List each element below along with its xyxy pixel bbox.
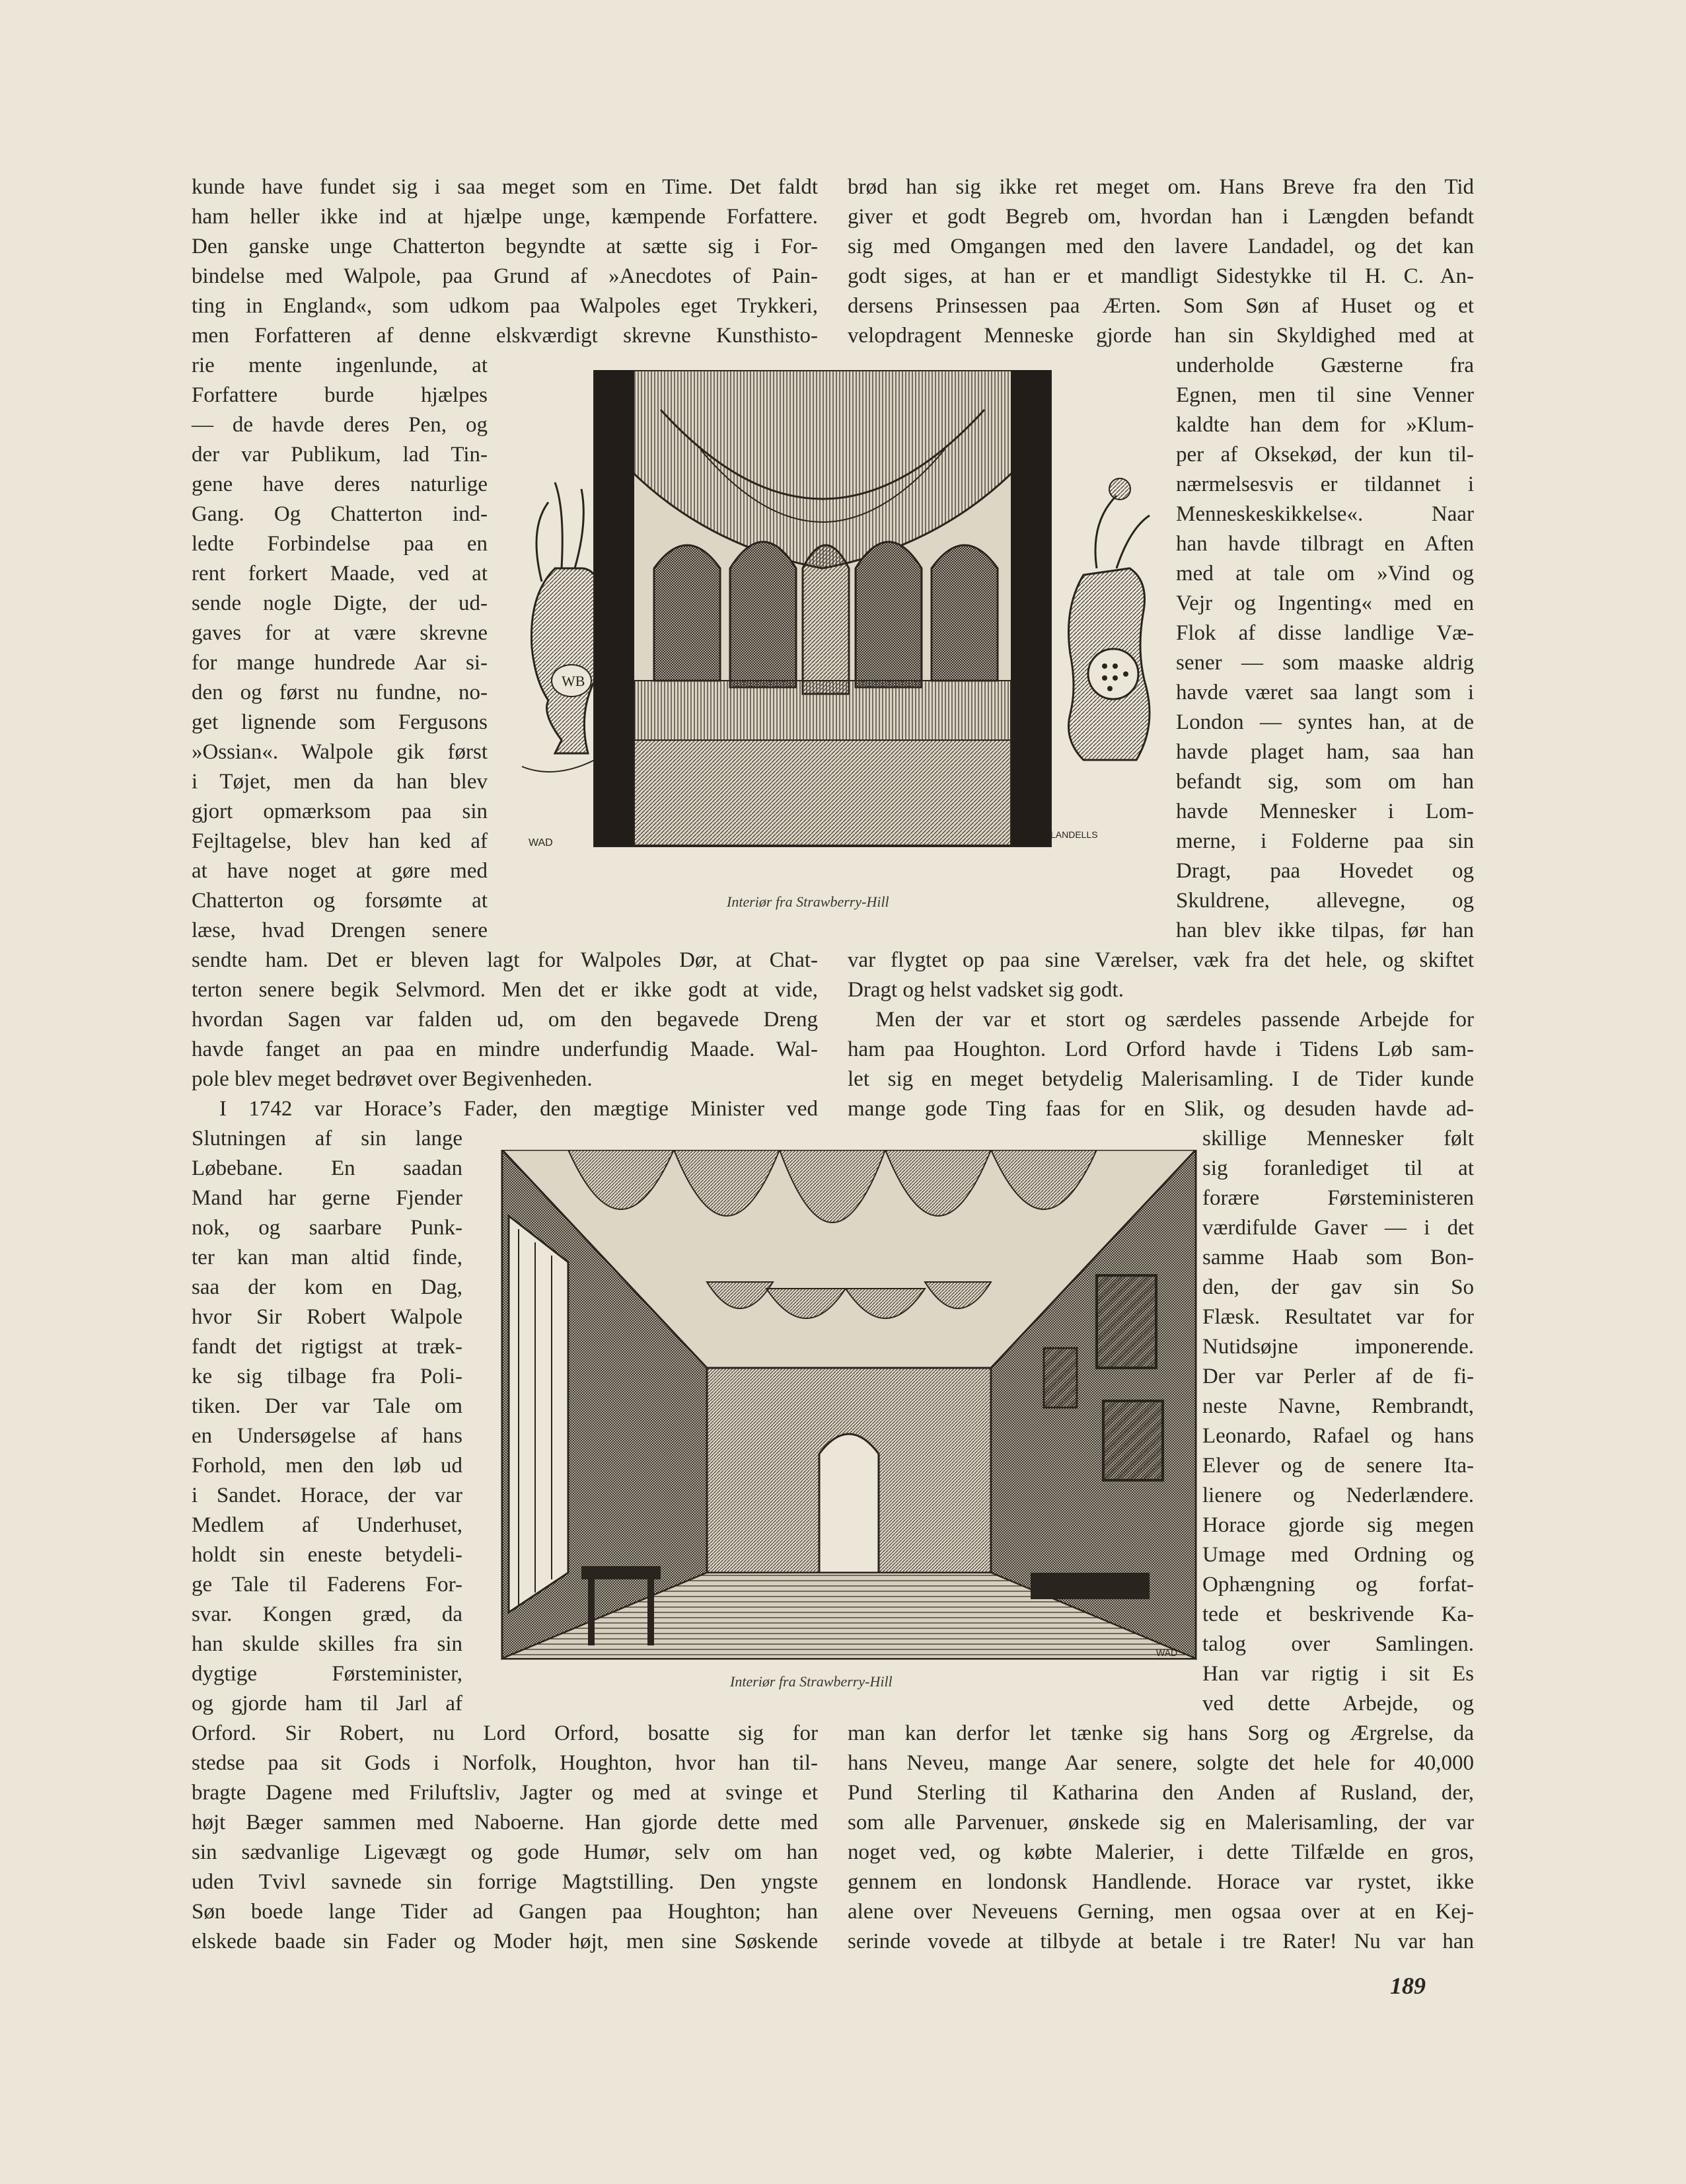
text-line: rent forkert Maade, ved at [192, 562, 488, 585]
text-line: Skuldrene, allevegne, og [1176, 889, 1474, 913]
text-line: underholde Gæsterne fra [1176, 354, 1474, 377]
text-line: Der var Perler af de fi- [1202, 1365, 1474, 1388]
left-column-middle [192, 946, 818, 1124]
text-line: for mange hundrede Aar si- [192, 651, 488, 675]
text-line: samme Haab som Bon- [1202, 1246, 1474, 1269]
text-line: velopdragent Menneske gjorde han sin Skyldighed med at [848, 324, 1474, 348]
text-line: kunde have fundet sig i saa meget som en Time. Det faldt [192, 175, 818, 199]
text-line: Umage med Ordning og [1202, 1543, 1474, 1567]
text-line: læse, hvad Drengen senere [192, 919, 488, 942]
engraving-strawberry-hill-room [502, 370, 1163, 892]
text-line: get lignende som Fergusons [192, 710, 488, 734]
text-line: gennem en londonsk Handlende. Horace var rystet, ikke [848, 1870, 1474, 1894]
text-line: kaldte han dem for »Klum- [1176, 413, 1474, 437]
text-line: ved dette Arbejde, og [1202, 1692, 1474, 1715]
right-column-middle [848, 946, 1474, 1124]
text-line: skillige Mennesker følt [1202, 1127, 1474, 1150]
text-line: Løbebane. En saadan [192, 1156, 462, 1180]
text-line: gjort opmærksom paa sin [192, 800, 488, 823]
text-line: han havde tilbragt en Aften [1176, 532, 1474, 556]
text-line: nok, og saarbare Punk- [192, 1216, 462, 1240]
engraver-signature-left: WAD [529, 837, 553, 848]
text-line: I 1742 var Horace’s Fader, den mægtige Minister ved [219, 1097, 818, 1121]
page-number: 189 [1390, 1973, 1426, 1999]
text-line: ge Tale til Faderens For- [192, 1573, 462, 1597]
text-line: gene have deres naturlige [192, 472, 488, 496]
text-line: den og først nu fundne, no- [192, 681, 488, 704]
text-line: Gang. Og Chatterton ind- [192, 502, 488, 526]
text-line: rie mente ingenlunde, at [192, 354, 488, 377]
text-line: Dragt og helst vadsket sig godt. [848, 978, 1124, 1002]
text-line: Ophængning og forfat- [1202, 1573, 1474, 1597]
text-line: holdt sin eneste betydeli- [192, 1543, 462, 1567]
text-line: dersens Prinsessen paa Ærten. Som Søn af Huset og et [848, 294, 1474, 318]
text-line: sig med Omgangen med den lavere Landadel, og det kan [848, 235, 1474, 258]
text-line: Men der var et stort og særdeles passende Arbejde for [875, 1008, 1474, 1032]
text-line: mange gode Ting faas for en Slik, og desuden havde ad- [848, 1097, 1474, 1121]
text-line: brød han sig ikke ret meget om. Hans Breve fra den Tid [848, 175, 1474, 199]
text-line: tiken. Der var Tale om [192, 1394, 462, 1418]
text-line: svar. Kongen græd, da [192, 1602, 462, 1626]
text-line: der var Publikum, lad Tin- [192, 443, 488, 467]
text-line: i Tøjet, men da han blev [192, 770, 488, 794]
text-line: Forfattere burde hjælpes [192, 383, 488, 407]
text-line: højt Bæger sammen med Naboerne. Han gjorde dette med [192, 1811, 818, 1834]
left-column-narrow-2 [192, 1124, 462, 1719]
text-line: sener — som maaske aldrig [1176, 651, 1474, 675]
text-line: stedse paa sit Gods i Norfolk, Houghton, hvor han til- [192, 1751, 818, 1775]
engraver-signature: WAD [1156, 1647, 1178, 1658]
text-line: giver et godt Begreb om, hvordan han i Længden befandt [848, 205, 1474, 229]
text-line: man kan derfor let tænke sig hans Sorg og Ærgrelse, da [848, 1721, 1474, 1745]
text-line: serinde vovede at tilbyde at betale i tre Rater! Nu var han [848, 1930, 1474, 1953]
text-line: nærmelsesvis er tildannet i [1176, 472, 1474, 496]
text-line: en Undersøgelse af hans [192, 1424, 462, 1448]
text-line: lienere og Nederlændere. [1202, 1484, 1474, 1507]
text-line: Den ganske unge Chatterton begyndte at sætte sig i For- [192, 235, 818, 258]
text-line: fandt det rigtigst at træk- [192, 1335, 462, 1359]
text-line: bragte Dagene med Friluftsliv, Jagter og med at svinge et [192, 1781, 818, 1805]
text-line: saa der kom en Dag, [192, 1275, 462, 1299]
right-column-top [848, 172, 1474, 351]
text-line: sendte ham. Det er bleven lagt for Walpoles Dør, at Chat- [192, 948, 818, 972]
text-line: merne, i Folderne paa sin [1176, 829, 1474, 853]
text-line: befandt sig, som om han [1176, 770, 1474, 794]
text-line: tede et beskrivende Ka- [1202, 1602, 1474, 1626]
text-line: godt siges, at han er et mandligt Sidestykke til H. C. An- [848, 264, 1474, 288]
text-line: dygtige Førsteminister, [192, 1662, 462, 1686]
text-line: havde Mennesker i Lom- [1176, 800, 1474, 823]
text-line: neste Navne, Rembrandt, [1202, 1394, 1474, 1418]
text-line: uden Tvivl savnede sin forrige Magtstilling. Den yngste [192, 1870, 818, 1894]
text-line: Elever og de senere Ita- [1202, 1454, 1474, 1478]
text-line: Flok af disse landlige Væ- [1176, 621, 1474, 645]
text-line: ham paa Houghton. Lord Orford havde i Tidens Løb sam- [848, 1037, 1474, 1061]
engraving-strawberry-hill-gallery [489, 1150, 1202, 1665]
text-line: Egnen, men til sine Venner [1176, 383, 1474, 407]
right-column-bottom [848, 1719, 1474, 1957]
text-line: Vejr og Ingenting« med en [1176, 591, 1474, 615]
text-line: var flygtet op paa sine Værelser, væk fra det hele, og skiftet [848, 948, 1474, 972]
text-line: Forhold, men den løb ud [192, 1454, 462, 1478]
text-line: værdifulde Gaver — i det [1202, 1216, 1474, 1240]
text-line: hvordan Sagen var falden ud, om den begavede Dreng [192, 1008, 818, 1032]
text-line: Orford. Sir Robert, nu Lord Orford, bosatte sig for [192, 1721, 818, 1745]
figure-1-caption: Interiør fra Strawberry-Hill [727, 893, 889, 910]
text-line: Mand har gerne Fjender [192, 1186, 462, 1210]
text-line: Fejltagelse, blev han ked af [192, 829, 488, 853]
gothic-room [595, 370, 1050, 846]
text-line: men Forfatteren af denne elskværdigt skrevne Kunsthisto- [192, 324, 818, 348]
text-line: Chatterton og forsømte at [192, 889, 488, 913]
text-line: Medlem af Underhuset, [192, 1513, 462, 1537]
text-line: og gjorde ham til Jarl af [192, 1692, 462, 1715]
text-line: i Sandet. Horace, der var [192, 1484, 462, 1507]
text-line: han skulde skilles fra sin [192, 1632, 462, 1656]
text-line: havde været saa langt som i [1176, 681, 1474, 704]
left-vase [522, 482, 603, 772]
text-line: ledte Forbindelse paa en [192, 532, 488, 556]
left-column-top [192, 172, 818, 351]
text-line: per af Oksekød, der kun til- [1176, 443, 1474, 467]
text-line: ting in England«, som udkom paa Walpoles eget Trykkeri, [192, 294, 818, 318]
text-line: »Ossian«. Walpole gik først [192, 740, 488, 764]
text-line: bindelse med Walpole, paa Grund af »Anecdotes of Pain- [192, 264, 818, 288]
text-line: med at tale om »Vind og [1176, 562, 1474, 585]
left-column-bottom [192, 1719, 818, 1957]
text-line: — de havde deres Pen, og [192, 413, 488, 437]
text-line: ham heller ikke ind at hjælpe unge, kæmpende Forfattere. [192, 205, 818, 229]
text-line: sig foranlediget til at [1202, 1156, 1474, 1180]
text-line: Menneskeskikkelse«. Naar [1176, 502, 1474, 526]
text-line: havde plaget ham, saa han [1176, 740, 1474, 764]
text-line: sende nogle Digte, der ud- [192, 591, 488, 615]
text-line: hans Neveu, mange Aar senere, solgte det hele for 40,000 [848, 1751, 1474, 1775]
text-line: pole blev meget bedrøvet over Begivenheden. [192, 1067, 593, 1091]
text-line: ter kan man altid finde, [192, 1246, 462, 1269]
text-line: Horace gjorde sig megen [1202, 1513, 1474, 1537]
text-line: elskede baade sin Fader og Moder højt, men sine Søskende [192, 1930, 818, 1953]
text-line: han blev ikke tilpas, før han [1176, 919, 1474, 942]
text-line: at have noget at gøre med [192, 859, 488, 883]
text-line: hvor Sir Robert Walpole [192, 1305, 462, 1329]
right-vase [1069, 478, 1150, 760]
text-line: London — syntes han, at de [1176, 710, 1474, 734]
text-line: forære Førsteministeren [1202, 1186, 1474, 1210]
right-column-narrow-2 [1202, 1124, 1474, 1719]
text-line: Søn boede lange Tider ad Gangen paa Houghton; han [192, 1900, 818, 1924]
text-line: Leonardo, Rafael og hans [1202, 1424, 1474, 1448]
text-line: alene over Neveuens Gerning, men ogsaa over at en Kej- [848, 1900, 1474, 1924]
text-line: Slutningen af sin lange [192, 1127, 462, 1150]
text-line: terton senere begik Selvmord. Men det er ikke godt at vide, [192, 978, 818, 1002]
engraver-signature-right: LANDELLS [1050, 829, 1098, 840]
text-line: gaves for at være skrevne [192, 621, 488, 645]
text-line: som alle Parvenuer, ønskede sig en Malerisamling, der var [848, 1811, 1474, 1834]
text-line: Dragt, paa Hovedet og [1176, 859, 1474, 883]
text-line: Han var rigtig i sit Es [1202, 1662, 1474, 1686]
text-line: havde fanget an paa en mindre underfundig Maade. Wal- [192, 1037, 818, 1061]
text-line: sin sædvanlige Ligevægt og gode Humør, selv om han [192, 1840, 818, 1864]
text-line: Pund Sterling til Katharina den Anden af Rusland, der, [848, 1781, 1474, 1805]
text-line: ke sig tilbage fra Poli- [192, 1365, 462, 1388]
text-line: Nutidsøjne imponerende. [1202, 1335, 1474, 1359]
text-line: noget ved, og købte Malerier, i dette Tilfælde en gros, [848, 1840, 1474, 1864]
vase-mark: WB [562, 673, 585, 689]
text-line: let sig en meget betydelig Malerisamling. I de Tider kunde [848, 1067, 1474, 1091]
text-line: talog over Samlingen. [1202, 1632, 1474, 1656]
right-column-narrow-1 [1176, 351, 1474, 946]
figure-2-caption: Interiør fra Strawberry-Hill [730, 1673, 893, 1690]
text-line: den, der gav sin So [1202, 1275, 1474, 1299]
text-line: Flæsk. Resultatet var for [1202, 1305, 1474, 1329]
left-column-narrow-1 [192, 351, 488, 946]
